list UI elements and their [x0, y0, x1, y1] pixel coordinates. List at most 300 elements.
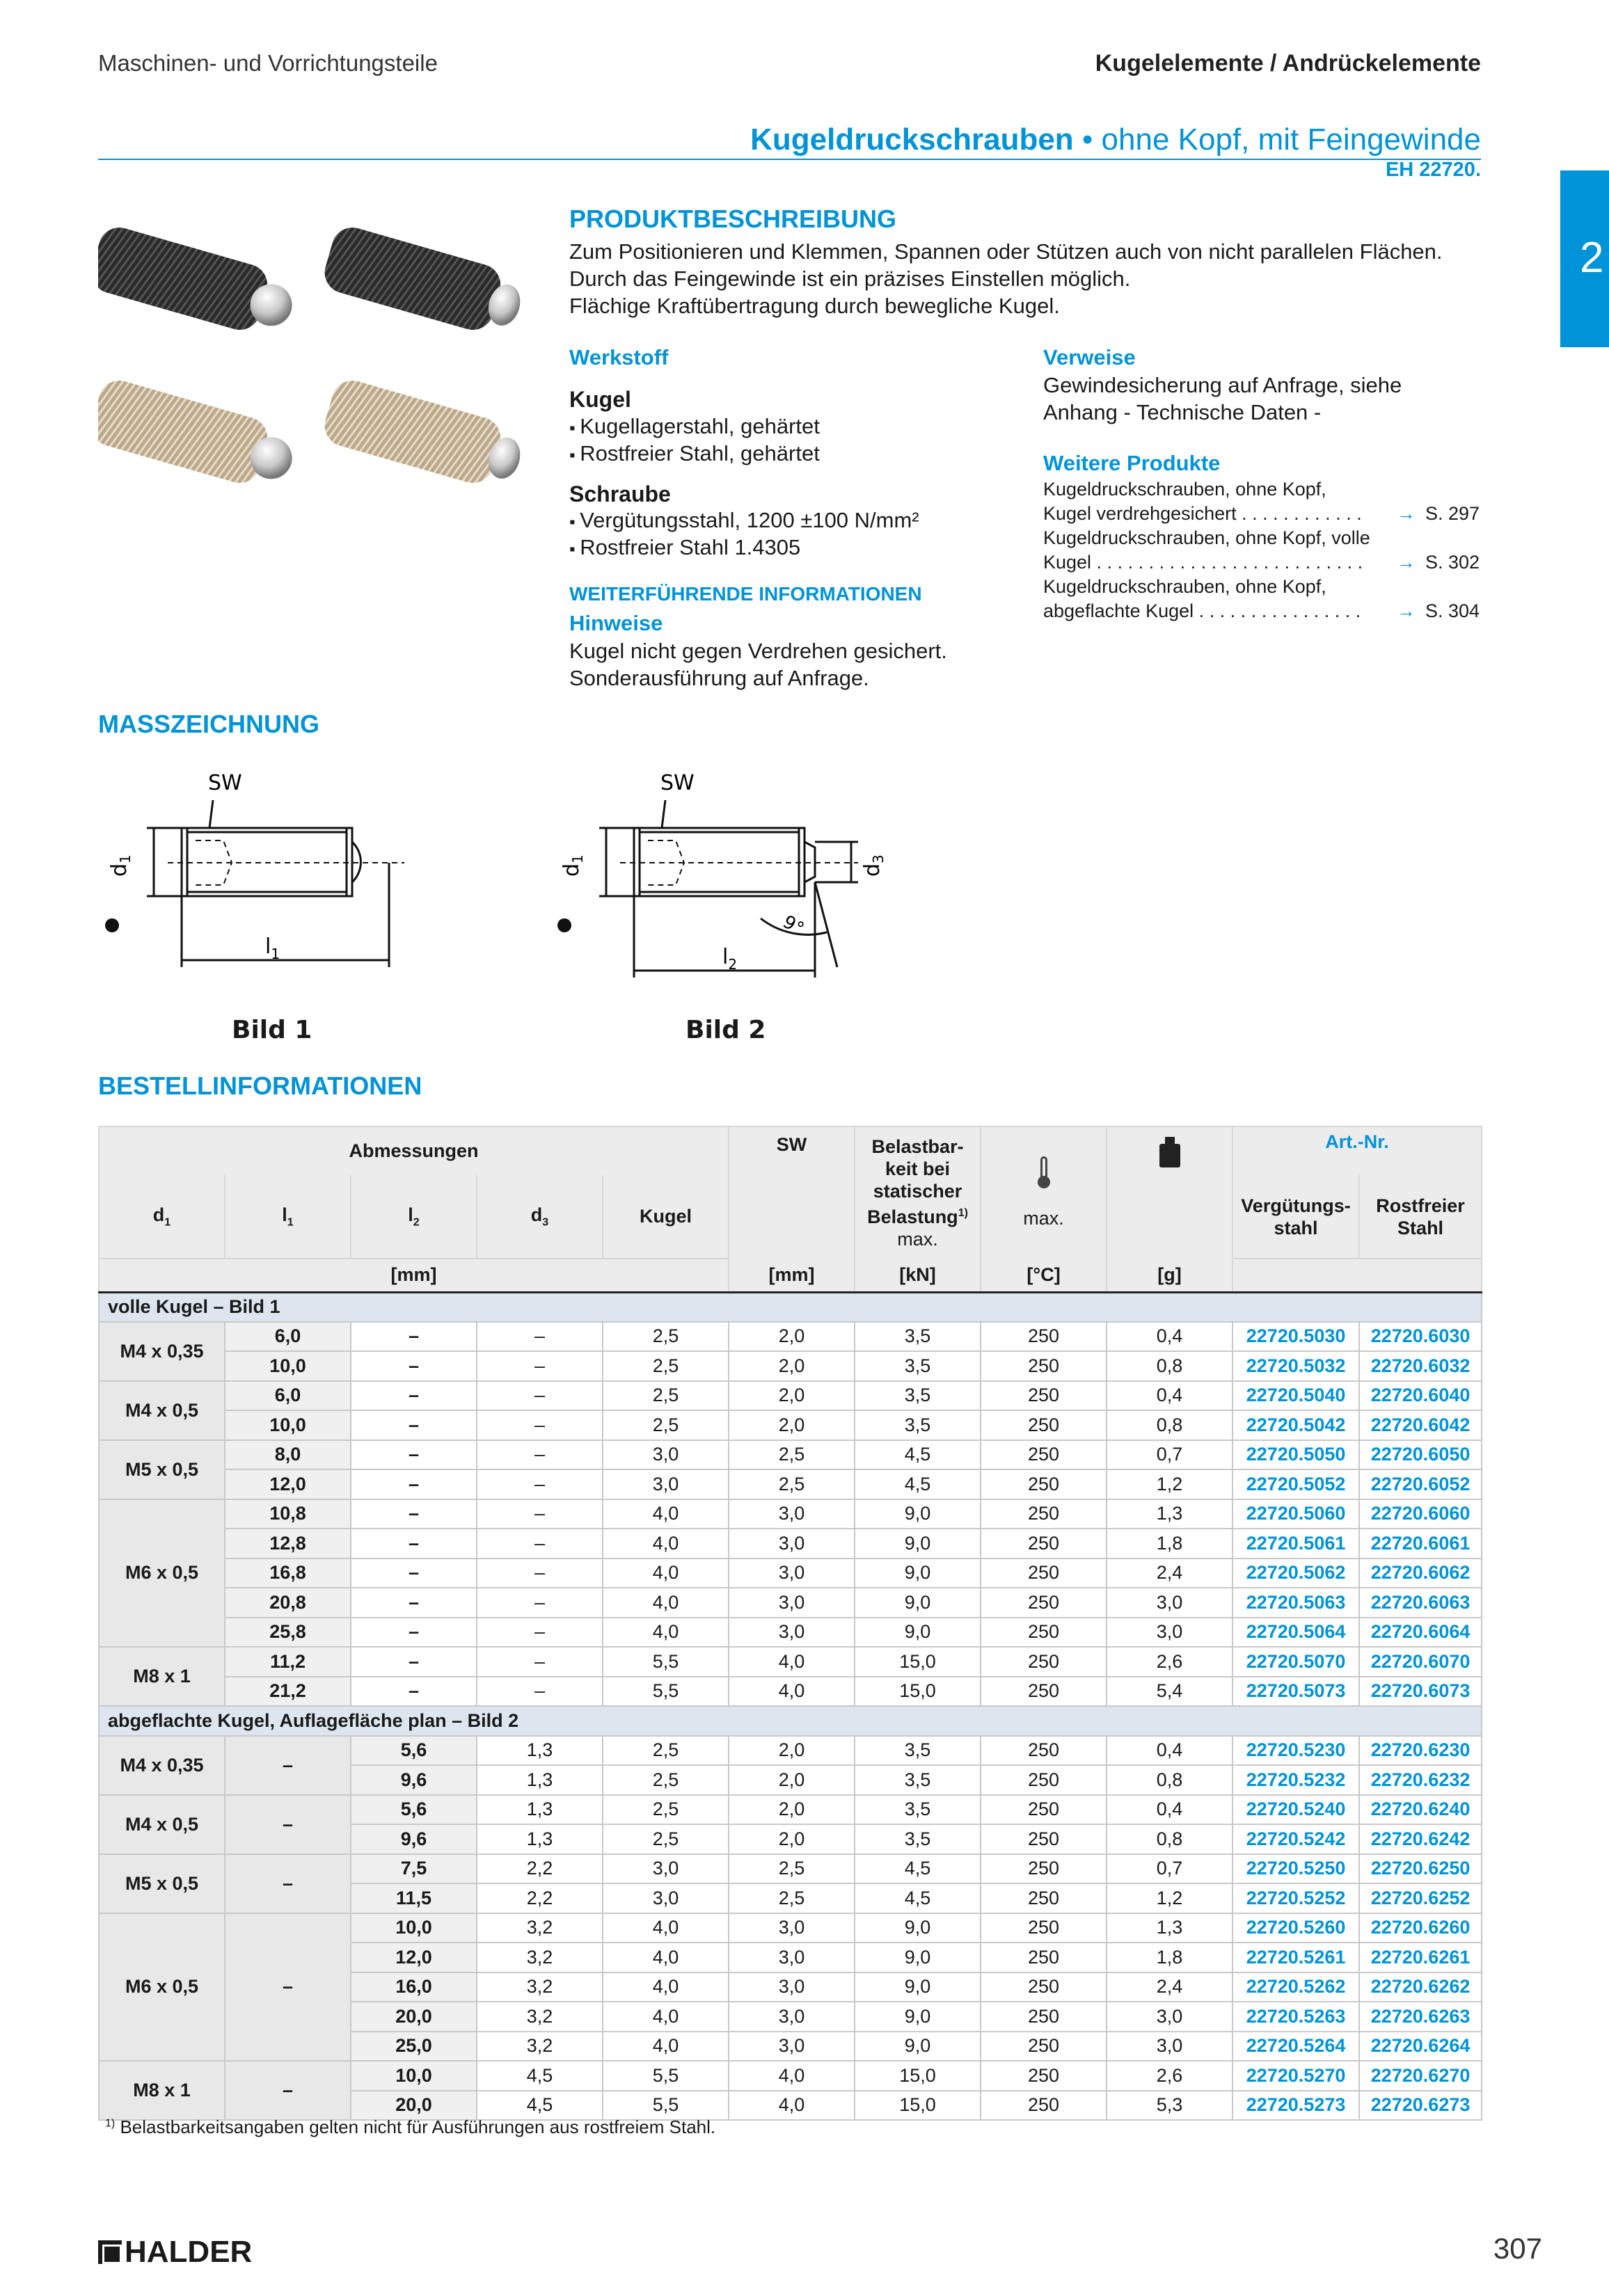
brand-logo: [98, 2235, 252, 2270]
cell-weight: 1,8: [1107, 1943, 1232, 1972]
cell-temp: 250: [981, 1381, 1107, 1411]
cell-kn: 9,0: [855, 1558, 981, 1588]
more-product-item[interactable]: [1043, 575, 1480, 623]
cell-temp: 250: [981, 1499, 1107, 1529]
cell-temp: 250: [981, 1824, 1107, 1854]
cell-l1: 11,2: [225, 1647, 351, 1677]
hinweise-line: Sonderausführung auf Anfrage.: [569, 666, 869, 690]
cell-artnr-verg[interactable]: 22720.5073: [1232, 1677, 1359, 1707]
cell-artnr-rostfrei[interactable]: 22720.6261: [1359, 1943, 1482, 1972]
cell-sw: 2,0: [729, 1410, 855, 1440]
cell-temp: 250: [981, 1736, 1107, 1766]
cell-artnr-verg[interactable]: 22720.5264: [1232, 2032, 1359, 2062]
cell-artnr-rostfrei[interactable]: 22720.6260: [1359, 1913, 1482, 1943]
cell-artnr-verg[interactable]: 22720.5061: [1232, 1529, 1359, 1558]
header-belast-note: 1): [958, 1207, 968, 1219]
cell-d3: 3,2: [477, 1943, 603, 1972]
cell-artnr-rostfrei[interactable]: 22720.6232: [1359, 1765, 1482, 1795]
cell-l2: –: [351, 1618, 477, 1648]
cell-weight: 0,4: [1107, 1322, 1232, 1352]
cell-weight: 0,8: [1107, 1351, 1232, 1381]
cell-d1: M4 x 0,5: [99, 1381, 225, 1440]
cell-d1: M5 x 0,5: [99, 1440, 225, 1499]
table-row: [99, 1351, 1482, 1381]
header-d3: [477, 1175, 603, 1259]
cell-weight: 0,7: [1107, 1854, 1232, 1884]
cell-l2: –: [351, 1469, 477, 1499]
cell-temp: 250: [981, 2032, 1107, 2062]
cell-artnr-rostfrei[interactable]: 22720.6230: [1359, 1736, 1482, 1766]
surface-symbol-icon: [105, 918, 119, 932]
cell-weight: 1,2: [1107, 1469, 1232, 1499]
cell-d3: –: [477, 1647, 603, 1677]
footnote-mark: 1): [105, 2117, 116, 2130]
header-unit-g: [g]: [1107, 1259, 1232, 1292]
title-rule: [98, 159, 1481, 160]
cell-l1: 10,0: [225, 1410, 351, 1440]
cell-temp: 250: [981, 1529, 1107, 1558]
cell-artnr-verg[interactable]: 22720.5052: [1232, 1469, 1359, 1499]
cell-artnr-verg[interactable]: 22720.5232: [1232, 1765, 1359, 1795]
cell-kn: 4,5: [855, 1469, 981, 1499]
cell-artnr-rostfrei[interactable]: 22720.6250: [1359, 1854, 1482, 1884]
cell-kn: 15,0: [855, 1647, 981, 1677]
cell-artnr-rostfrei[interactable]: 22720.6050: [1359, 1440, 1482, 1470]
cell-artnr-verg[interactable]: 22720.5042: [1232, 1410, 1359, 1440]
cell-l2: –: [351, 1410, 477, 1440]
d1-subscript: 1: [569, 854, 586, 863]
more-product-item[interactable]: [1043, 526, 1480, 575]
cell-kn: 9,0: [855, 1588, 981, 1618]
material-heading: Werkstoff: [569, 345, 669, 369]
cell-temp: 250: [981, 1440, 1107, 1470]
header-unit-kn: [kN]: [855, 1259, 981, 1292]
cell-l1: –: [225, 2061, 351, 2120]
product-title-rest: • ohne Kopf, mit Feingewinde: [1073, 122, 1481, 157]
cell-artnr-rostfrei[interactable]: 22720.6040: [1359, 1381, 1482, 1411]
cell-l2: –: [351, 1381, 477, 1411]
cell-sw: 2,0: [729, 1824, 855, 1854]
cell-d1: M8 x 1: [99, 1647, 225, 1706]
cell-d3: 1,3: [477, 1795, 603, 1825]
cell-kn: 3,5: [855, 1381, 981, 1411]
cell-temp: 250: [981, 1943, 1107, 1972]
cell-kn: 3,5: [855, 1824, 981, 1854]
cell-d3: 1,3: [477, 1765, 603, 1795]
header-temperature: [981, 1126, 1107, 1259]
cell-kugel: 3,0: [603, 1883, 729, 1913]
more-product-line1: Kugeldruckschrauben, ohne Kopf, volle: [1043, 527, 1370, 548]
cell-kugel: 4,0: [603, 2002, 729, 2032]
cell-l2: –: [351, 1588, 477, 1618]
cell-artnr-verg[interactable]: 22720.5062: [1232, 1558, 1359, 1588]
cell-artnr-rostfrei[interactable]: 22720.6273: [1359, 2091, 1482, 2121]
cell-kugel: 4,0: [603, 1943, 729, 1972]
cell-sw: 3,0: [729, 1618, 855, 1648]
cell-temp: 250: [981, 1765, 1107, 1795]
cell-artnr-verg[interactable]: 22720.5070: [1232, 1647, 1359, 1677]
cell-artnr-verg[interactable]: 22720.5252: [1232, 1883, 1359, 1913]
cell-kugel: 2,5: [603, 1736, 729, 1766]
cell-weight: 1,2: [1107, 1883, 1232, 1913]
cell-weight: 0,8: [1107, 1410, 1232, 1440]
cell-artnr-verg[interactable]: 22720.5030: [1232, 1322, 1359, 1352]
kugel-label: Kugel: [569, 387, 631, 412]
cell-sw: 2,0: [729, 1381, 855, 1411]
cell-weight: 1,3: [1107, 1913, 1232, 1943]
cell-l2: 10,0: [351, 1913, 477, 1943]
cell-artnr-rostfrei[interactable]: 22720.6262: [1359, 1972, 1482, 2002]
cell-d3: 3,2: [477, 2002, 603, 2032]
l2-subscript: 2: [728, 956, 738, 973]
cell-d3: –: [477, 1351, 603, 1381]
cell-temp: 250: [981, 1972, 1107, 2002]
cell-artnr-rostfrei[interactable]: 22720.6063: [1359, 1588, 1482, 1618]
cell-l1: –: [225, 1795, 351, 1854]
cell-sw: 2,0: [729, 1736, 855, 1766]
cell-sw: 4,0: [729, 1677, 855, 1707]
cell-l1: –: [225, 1736, 351, 1795]
cell-kugel: 5,5: [603, 2091, 729, 2121]
cell-kugel: 2,5: [603, 1824, 729, 1854]
cell-kugel: 4,0: [603, 1499, 729, 1529]
cell-temp: 250: [981, 1854, 1107, 1884]
d1-letter: d: [107, 863, 132, 877]
more-product-item[interactable]: [1043, 477, 1480, 526]
cell-sw: 4,0: [729, 1647, 855, 1677]
cell-l1: 10,0: [225, 1351, 351, 1381]
cell-artnr-rostfrei[interactable]: 22720.6252: [1359, 1883, 1482, 1913]
cell-l2: –: [351, 1351, 477, 1381]
cell-l1: 12,8: [225, 1529, 351, 1558]
cell-artnr-verg[interactable]: 22720.5260: [1232, 1913, 1359, 1943]
cell-l2: 11,5: [351, 1883, 477, 1913]
cell-artnr-rostfrei[interactable]: 22720.6070: [1359, 1647, 1482, 1677]
cell-artnr-rostfrei[interactable]: 22720.6263: [1359, 2002, 1482, 2032]
schraube-item: ▪ Rostfreier Stahl 1.4305: [569, 534, 800, 563]
cell-weight: 5,3: [1107, 2091, 1232, 2121]
cell-d3: 3,2: [477, 1913, 603, 1943]
header-unit-empty: [1232, 1259, 1482, 1292]
cell-sw: 4,0: [729, 2091, 855, 2121]
cell-kugel: 3,0: [603, 1469, 729, 1499]
cell-kugel: 2,5: [603, 1381, 729, 1411]
order-heading: BESTELLINFORMATIONEN: [98, 1071, 422, 1100]
table-row: [99, 1647, 1482, 1677]
schraube-item: ▪ Vergütungsstahl, 1200 ±100 N/mm²: [569, 507, 919, 536]
table-row: [99, 1736, 1482, 1766]
cell-artnr-rostfrei[interactable]: 22720.6064: [1359, 1618, 1482, 1648]
table-row: [99, 1913, 1482, 1943]
cell-artnr-rostfrei[interactable]: 22720.6061: [1359, 1529, 1482, 1558]
cell-l1: 20,8: [225, 1588, 351, 1618]
cell-temp: 250: [981, 2061, 1107, 2091]
cell-sw: 3,0: [729, 1529, 855, 1558]
cell-l2: –: [351, 1677, 477, 1707]
d3-label: [860, 854, 887, 877]
cell-l1: 8,0: [225, 1440, 351, 1470]
table-row: [99, 1529, 1482, 1558]
cell-kn: 9,0: [855, 1913, 981, 1943]
cell-sw: 2,0: [729, 1795, 855, 1825]
cell-temp: 250: [981, 1883, 1107, 1913]
cell-artnr-rostfrei[interactable]: 22720.6240: [1359, 1795, 1482, 1825]
table-row: [99, 1854, 1482, 1884]
hinweise-line: Kugel nicht gegen Verdrehen gesichert.: [569, 639, 947, 663]
cell-d3: –: [477, 1499, 603, 1529]
cell-d3: –: [477, 1469, 603, 1499]
cell-d3: –: [477, 1410, 603, 1440]
cell-artnr-rostfrei[interactable]: 22720.6242: [1359, 1824, 1482, 1854]
header-kugel: Kugel: [603, 1175, 729, 1259]
table-row: [99, 1469, 1482, 1499]
cell-artnr-verg[interactable]: 22720.5060: [1232, 1499, 1359, 1529]
arrow-right-icon: →: [1396, 600, 1416, 621]
cell-d1: M6 x 0,5: [99, 1499, 225, 1648]
cell-kugel: 3,0: [603, 1854, 729, 1884]
cell-d1: M4 x 0,35: [99, 1322, 225, 1381]
halder-logo-icon: [98, 2240, 122, 2264]
description-line: Zum Positionieren und Klemmen, Spannen oder Stützen auch von nicht parallelen Flächen.: [569, 239, 1443, 264]
weight-icon: [1159, 1137, 1180, 1167]
cell-temp: 250: [981, 2002, 1107, 2032]
cell-artnr-verg[interactable]: 22720.5250: [1232, 1854, 1359, 1884]
more-product-page[interactable]: S. 302: [1425, 552, 1480, 573]
cell-kn: 9,0: [855, 1618, 981, 1648]
cell-d1: M4 x 0,5: [99, 1795, 225, 1854]
description-line: Durch das Feingewinde ist ein präzises Einstellen möglich.: [569, 266, 1131, 291]
cell-l2: –: [351, 1558, 477, 1588]
cell-sw: 3,0: [729, 2002, 855, 2032]
more-product-line1: Kugeldruckschrauben, ohne Kopf,: [1043, 479, 1326, 500]
cell-artnr-verg[interactable]: 22720.5050: [1232, 1440, 1359, 1470]
cell-artnr-verg[interactable]: 22720.5273: [1232, 2091, 1359, 2121]
cell-kugel: 5,5: [603, 1647, 729, 1677]
cell-kugel: 4,0: [603, 1972, 729, 2002]
section-tab-number: 2: [1580, 234, 1604, 282]
cell-l2: 25,0: [351, 2032, 477, 2062]
cell-kn: 4,5: [855, 1854, 981, 1884]
d3-subscript: 3: [870, 854, 887, 863]
cell-kugel: 5,5: [603, 2061, 729, 2091]
cell-kugel: 4,0: [603, 2032, 729, 2062]
hinweise-text: [569, 637, 947, 692]
cell-artnr-verg[interactable]: 22720.5263: [1232, 2002, 1359, 2032]
references-line: Gewindesicherung auf Anfrage, siehe: [1043, 373, 1402, 397]
cell-l2: –: [351, 1499, 477, 1529]
cell-l2: –: [351, 1440, 477, 1470]
cell-artnr-verg[interactable]: 22720.5040: [1232, 1381, 1359, 1411]
table-row: [99, 1677, 1482, 1707]
cell-kugel: 4,0: [603, 1618, 729, 1648]
cell-artnr-verg[interactable]: 22720.5240: [1232, 1795, 1359, 1825]
cell-kugel: 5,5: [603, 1677, 729, 1707]
sw-label: SW: [660, 771, 695, 795]
cell-kn: 9,0: [855, 1943, 981, 1972]
cell-sw: 3,0: [729, 2032, 855, 2062]
description-text: [569, 238, 1443, 319]
cell-kn: 3,5: [855, 1410, 981, 1440]
cell-l2: 16,0: [351, 1972, 477, 2002]
cell-l2: –: [351, 1647, 477, 1677]
cell-kn: 3,5: [855, 1765, 981, 1795]
cell-kugel: 2,5: [603, 1410, 729, 1440]
header-belast-text: Belastbar-keit bei statischer Belastung: [867, 1136, 964, 1227]
cell-kn: 9,0: [855, 2032, 981, 2062]
l1-label: [265, 934, 280, 962]
arrow-right-icon: →: [1396, 552, 1416, 573]
cell-artnr-verg[interactable]: 22720.5270: [1232, 2061, 1359, 2091]
cell-d3: 3,2: [477, 1972, 603, 2002]
cell-d3: 2,2: [477, 1854, 603, 1884]
cell-artnr-verg[interactable]: 22720.5230: [1232, 1736, 1359, 1766]
cell-artnr-verg[interactable]: 22720.5032: [1232, 1351, 1359, 1381]
more-products-heading: Weitere Produkte: [1043, 451, 1221, 475]
cell-kn: 4,5: [855, 1440, 981, 1470]
cell-l1: 16,8: [225, 1558, 351, 1588]
cell-weight: 3,0: [1107, 1588, 1232, 1618]
cell-l1: 10,8: [225, 1499, 351, 1529]
order-table: [98, 1126, 1482, 2121]
cell-artnr-verg[interactable]: 22720.5063: [1232, 1588, 1359, 1618]
cell-kugel: 3,0: [603, 1440, 729, 1470]
l1-subscript: 1: [271, 946, 280, 962]
cell-artnr-rostfrei[interactable]: 22720.6270: [1359, 2061, 1482, 2091]
cell-kn: 15,0: [855, 1677, 981, 1707]
cell-l1: 6,0: [225, 1381, 351, 1411]
header-d1-sub: 1: [164, 1216, 171, 1229]
header-l1: [225, 1175, 351, 1259]
cell-kugel: 2,5: [603, 1795, 729, 1825]
table-row: [99, 1558, 1482, 1588]
table-row: [99, 1410, 1482, 1440]
more-product-line2: abgeflachte Kugel . . . . . . . . . . . . . . . .: [1043, 600, 1361, 621]
figure-label-1: Bild 1: [232, 1016, 312, 1044]
cell-d3: 2,2: [477, 1883, 603, 1913]
table-row: [99, 1588, 1482, 1618]
thermometer-icon: [1036, 1156, 1052, 1188]
header-d1: [99, 1175, 225, 1259]
cell-l2: 9,6: [351, 1765, 477, 1795]
d1-subscript: 1: [117, 854, 134, 863]
cell-kn: 9,0: [855, 2002, 981, 2032]
cell-artnr-rostfrei[interactable]: 22720.6073: [1359, 1677, 1482, 1707]
cell-sw: 3,0: [729, 1588, 855, 1618]
section-row: [99, 1706, 1482, 1736]
l2-label: [722, 945, 737, 973]
cell-l1: 12,0: [225, 1469, 351, 1499]
cell-l2: –: [351, 1322, 477, 1352]
cell-sw: 4,0: [729, 2061, 855, 2091]
cell-kugel: 4,0: [603, 1913, 729, 1943]
sw-label: SW: [208, 771, 242, 795]
cell-kugel: 2,5: [603, 1351, 729, 1381]
cell-sw: 3,0: [729, 1972, 855, 2002]
cell-kn: 9,0: [855, 1499, 981, 1529]
cell-artnr-verg[interactable]: 22720.5262: [1232, 1972, 1359, 2002]
cell-l1: 6,0: [225, 1322, 351, 1352]
header-d3-sub: 3: [542, 1216, 549, 1229]
cell-kn: 3,5: [855, 1795, 981, 1825]
cell-temp: 250: [981, 1647, 1107, 1677]
cell-artnr-rostfrei[interactable]: 22720.6264: [1359, 2032, 1482, 2062]
product-code: EH 22720.: [1385, 159, 1481, 181]
cell-l2: 20,0: [351, 2002, 477, 2032]
header-l2-sub: 2: [413, 1216, 420, 1229]
cell-weight: 2,6: [1107, 2061, 1232, 2091]
cell-artnr-rostfrei[interactable]: 22720.6060: [1359, 1499, 1482, 1529]
more-product-line2: Kugel verdrehgesichert . . . . . . . . . . . .: [1043, 503, 1362, 524]
cell-artnr-verg[interactable]: 22720.5261: [1232, 1943, 1359, 1972]
figure-label-2: Bild 2: [685, 1016, 766, 1044]
cell-artnr-verg[interactable]: 22720.5064: [1232, 1618, 1359, 1648]
header-weight: [1107, 1126, 1232, 1259]
cell-artnr-rostfrei[interactable]: 22720.6042: [1359, 1410, 1482, 1440]
hinweise-heading: Hinweise: [569, 611, 663, 635]
header-artnr: Art.-Nr.: [1232, 1126, 1482, 1175]
cell-weight: 3,0: [1107, 1618, 1232, 1648]
cell-artnr-rostfrei[interactable]: 22720.6032: [1359, 1351, 1482, 1381]
cell-sw: 2,0: [729, 1351, 855, 1381]
cell-artnr-verg[interactable]: 22720.5242: [1232, 1824, 1359, 1854]
header-rostfrei: Rostfreier Stahl: [1359, 1175, 1482, 1259]
more-product-page[interactable]: S. 304: [1425, 600, 1480, 621]
cell-temp: 250: [981, 2091, 1107, 2121]
drawing-heading: MASSZEICHNUNG: [98, 710, 320, 738]
header-left: Maschinen- und Vorrichtungsteile: [98, 50, 438, 76]
d1-label: [560, 854, 586, 877]
cell-d3: –: [477, 1381, 603, 1411]
angle-label: 9°: [779, 911, 808, 940]
cell-kn: 3,5: [855, 1736, 981, 1766]
cell-d1: M5 x 0,5: [99, 1854, 225, 1913]
cell-kugel: 2,5: [603, 1765, 729, 1795]
header-right: Kugelelemente / Andrückelemente: [1095, 50, 1481, 77]
cell-kn: 9,0: [855, 1529, 981, 1558]
cell-artnr-rostfrei[interactable]: 22720.6062: [1359, 1558, 1482, 1588]
more-product-page[interactable]: S. 297: [1425, 503, 1480, 524]
d1-letter: d: [560, 863, 584, 877]
product-title: [750, 122, 1481, 157]
cell-l2: 10,0: [351, 2061, 477, 2091]
dimension-drawing-2: [552, 758, 914, 988]
cell-temp: 250: [981, 1795, 1107, 1825]
cell-temp: 250: [981, 1677, 1107, 1707]
cell-artnr-rostfrei[interactable]: 22720.6052: [1359, 1469, 1482, 1499]
cell-sw: 3,0: [729, 1499, 855, 1529]
cell-kn: 4,5: [855, 1883, 981, 1913]
cell-d1: M6 x 0,5: [99, 1913, 225, 2062]
arrow-right-icon: →: [1396, 503, 1416, 524]
cell-kn: 15,0: [855, 2091, 981, 2121]
brand-name: HALDER: [125, 2235, 253, 2269]
cell-sw: 3,0: [729, 1558, 855, 1588]
surface-symbol-icon: [557, 918, 571, 932]
l1-letter: l: [265, 934, 271, 959]
table-row: [99, 1499, 1482, 1529]
cell-sw: 2,5: [729, 1469, 855, 1499]
kugel-item: ▪ Rostfreier Stahl, gehärtet: [569, 440, 820, 469]
cell-artnr-rostfrei[interactable]: 22720.6030: [1359, 1322, 1482, 1352]
cell-weight: 0,4: [1107, 1736, 1232, 1766]
l2-letter: l: [722, 945, 729, 969]
header-l2-letter: l: [408, 1204, 413, 1225]
cell-weight: 2,4: [1107, 1972, 1232, 2002]
further-info-heading: WEITERFÜHRENDE INFORMATIONEN: [569, 583, 922, 605]
cell-sw: 2,0: [729, 1322, 855, 1352]
header-d1-letter: d: [152, 1204, 165, 1225]
cell-d3: –: [477, 1588, 603, 1618]
